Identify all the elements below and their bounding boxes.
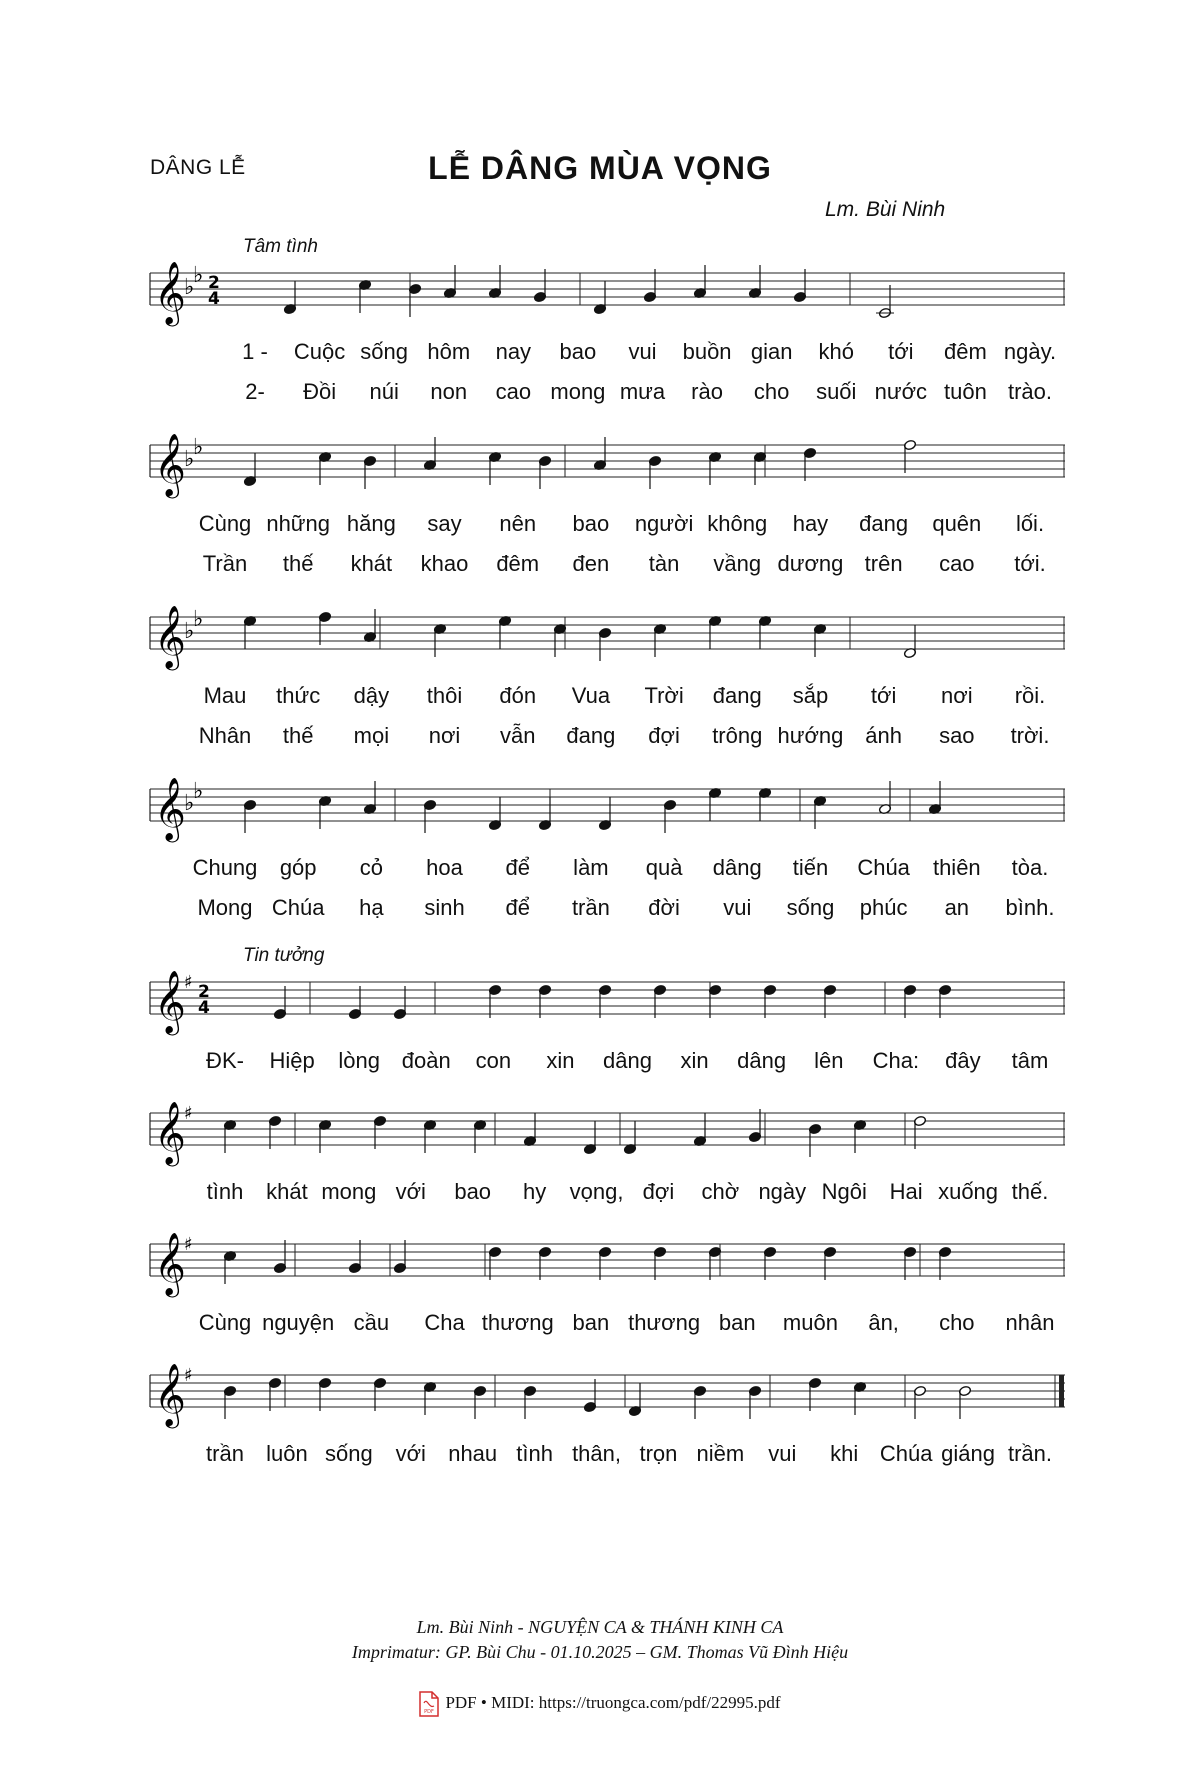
lyric-syllable: tình: [516, 1441, 553, 1466]
lyric-syllable: sống: [786, 895, 835, 920]
staff-4: [150, 774, 1065, 844]
lyric-syllable: người: [634, 511, 694, 536]
lyric-syllable: Mong: [197, 895, 253, 920]
lyric-syllable: mong: [321, 1179, 377, 1204]
lyric-syllable: cho: [753, 379, 790, 404]
lyric-syllable: suối: [816, 379, 857, 404]
lyric-syllable: nhân: [1005, 1310, 1055, 1335]
lyric-syllable: quà: [645, 855, 683, 880]
flat-icon: ♭: [193, 435, 204, 460]
lyric-syllable: buồn: [682, 339, 732, 364]
staff-7: [150, 1229, 1065, 1299]
lyric-syllable: trần: [206, 1441, 244, 1466]
lyric-syllable: tâm: [1011, 1048, 1049, 1073]
lyric-row-refrain-2: [0, 1179, 1200, 1209]
lyric-row-refrain-3: [0, 1310, 1200, 1340]
tempo-marking-1: Tâm tình: [243, 236, 318, 257]
lyric-syllable: sinh: [424, 895, 465, 920]
treble-clef-icon: 𝄞: [154, 605, 186, 668]
lyric-syllable: vui: [723, 895, 752, 920]
lyric-syllable: mưa: [619, 379, 666, 404]
footer-credit: Lm. Bùi Ninh - NGUYỆN CA & THÁNH KINH CA: [416, 1617, 784, 1637]
lyric-syllable: ngày.: [1003, 339, 1057, 364]
flat-icon: ♭: [193, 779, 204, 804]
lyric-syllable: khao: [420, 551, 469, 576]
lyric-syllable: vui: [628, 339, 657, 364]
lyric-syllable: hăng: [346, 511, 396, 536]
lyric-syllable: dương: [777, 551, 844, 576]
footer-imprimatur: Imprimatur: GP. Bùi Chu - 01.10.2025 – GM. Thomas Vũ Đình Hiệu: [351, 1642, 849, 1662]
pdf-midi-link[interactable]: PDF • MIDI: https://truongca.com/pdf/22995.pdf: [445, 1692, 781, 1712]
lyric-syllable: tới: [888, 339, 914, 364]
lyric-syllable: đợi: [642, 1179, 675, 1204]
lyric-syllable: non: [430, 379, 468, 404]
lyric-syllable: 2-: [245, 379, 265, 404]
lyric-syllable: khát: [350, 551, 393, 576]
lyric-syllable: những: [266, 511, 331, 536]
lyric-syllable: nay: [495, 339, 532, 364]
lyric-syllable: cho: [939, 1310, 975, 1335]
lyric-syllable: gian: [750, 339, 793, 364]
lyric-syllable: cao: [939, 551, 975, 576]
lyric-syllable: núi: [369, 379, 399, 404]
lyric-syllable: con: [475, 1048, 512, 1073]
lyric-syllable: tiến: [792, 855, 829, 880]
song-category: DÂNG LỄ: [150, 156, 246, 179]
lyric-syllable: hôm: [427, 339, 471, 364]
lyric-syllable: vầng: [713, 551, 762, 576]
lyric-syllable: không: [707, 511, 768, 536]
lyric-syllable: trần.: [1007, 1441, 1053, 1466]
lyric-syllable: quên: [932, 511, 982, 536]
sharp-icon: ♯: [184, 1103, 193, 1124]
lyric-syllable: bao: [454, 1179, 492, 1204]
lyric-syllable: ánh: [865, 723, 902, 748]
lyric-syllable: sống: [360, 339, 409, 364]
lyric-syllable: lòng: [338, 1048, 380, 1073]
time-signature-top: 2: [198, 982, 210, 1002]
lyric-row-1-verse-2: [0, 379, 1200, 409]
lyric-syllable: đón: [499, 683, 537, 708]
treble-clef-icon: 𝄞: [154, 1101, 186, 1164]
lyric-syllable: Cùng: [198, 511, 252, 536]
lyric-syllable: trọn: [639, 1441, 678, 1466]
lyric-syllable: Chúa: [879, 1441, 933, 1466]
lyric-syllable: Hai: [889, 1179, 923, 1204]
lyric-syllable: dâng: [737, 1048, 787, 1073]
svg-text:PDF: PDF: [424, 1709, 435, 1715]
lyric-syllable: nguyện: [262, 1310, 335, 1335]
lyric-syllable: thương: [481, 1310, 554, 1335]
lyric-syllable: thôi: [426, 683, 463, 708]
sharp-icon: ♯: [184, 1365, 193, 1386]
lyric-syllable: ĐK-: [206, 1048, 244, 1073]
lyric-syllable: vọng,: [569, 1179, 624, 1204]
lyric-syllable: khó: [818, 339, 854, 364]
lyric-syllable: luôn: [266, 1441, 308, 1466]
lyric-syllable: Ngôi: [821, 1179, 867, 1204]
time-signature-top: 2: [208, 273, 220, 293]
lyric-row-2-verse-1: [0, 511, 1200, 541]
lyric-syllable: 1 -: [242, 339, 268, 364]
lyric-syllable: đang: [566, 723, 616, 748]
lyric-syllable: an: [944, 895, 970, 920]
lyric-syllable: xin: [546, 1048, 575, 1073]
lyric-syllable: để: [505, 855, 530, 880]
staff-2: [150, 430, 1065, 500]
lyric-syllable: Đồi: [303, 379, 337, 404]
lyric-syllable: rồi.: [1014, 683, 1046, 708]
lyric-syllable: đêm: [496, 551, 540, 576]
lyric-syllable: cầu: [353, 1310, 390, 1335]
lyric-syllable: với: [395, 1441, 426, 1466]
staff-5: [150, 967, 1065, 1037]
lyric-syllable: trên: [864, 551, 903, 576]
flat-icon: ♭: [184, 619, 195, 644]
lyric-syllable: hay: [792, 511, 829, 536]
lyric-syllable: chờ: [701, 1179, 740, 1204]
treble-clef-icon: 𝄞: [154, 777, 186, 840]
lyric-syllable: đen: [572, 551, 610, 576]
tempo-marking-2: Tin tưởng: [243, 945, 325, 966]
lyric-syllable: trời.: [1010, 723, 1050, 748]
treble-clef-icon: 𝄞: [154, 1363, 186, 1426]
staff-3: [150, 602, 1065, 672]
lyric-syllable: Cùng: [198, 1310, 252, 1335]
time-signature-bottom: 4: [198, 998, 210, 1018]
lyric-syllable: nhau: [448, 1441, 498, 1466]
lyric-syllable: trông: [712, 723, 763, 748]
lyric-syllable: làm: [573, 855, 609, 880]
flat-icon: ♭: [184, 447, 195, 472]
lyric-syllable: xuống: [938, 1179, 999, 1204]
lyric-syllable: Vua: [571, 683, 611, 708]
staff-6: [150, 1098, 1065, 1168]
lyric-syllable: tình: [206, 1179, 244, 1204]
treble-clef-icon: 𝄞: [154, 1232, 186, 1295]
lyric-syllable: bao: [572, 511, 610, 536]
lyric-syllable: vui: [768, 1441, 797, 1466]
lyric-syllable: khát: [266, 1179, 308, 1204]
lyric-syllable: đợi: [648, 723, 680, 748]
lyric-syllable: Trần: [202, 551, 248, 576]
lyric-syllable: khi: [830, 1441, 859, 1466]
lyric-syllable: ban: [572, 1310, 610, 1335]
lyric-syllable: mọi: [353, 723, 390, 748]
lyric-syllable: dậy: [353, 683, 390, 708]
lyric-syllable: nơi: [941, 683, 973, 708]
lyric-syllable: tới.: [1014, 551, 1046, 576]
lyric-syllable: hạ: [359, 895, 384, 920]
lyric-syllable: bao: [559, 339, 597, 364]
lyric-syllable: phúc: [859, 895, 908, 920]
lyric-syllable: thiên: [932, 855, 981, 880]
lyric-syllable: tới: [870, 683, 897, 708]
lyric-syllable: xin: [680, 1048, 709, 1073]
lyric-syllable: hoa: [426, 855, 463, 880]
lyric-syllable: hướng: [777, 723, 844, 748]
lyric-syllable: Cuộc: [293, 339, 346, 364]
flat-icon: ♭: [193, 607, 204, 632]
lyric-row-4-verse-1: [0, 855, 1200, 885]
lyric-syllable: rào: [691, 379, 723, 404]
lyric-syllable: thương: [628, 1310, 701, 1335]
lyric-syllable: ngày: [758, 1179, 807, 1204]
lyric-syllable: ân,: [868, 1310, 899, 1335]
song-author: Lm. Bùi Ninh: [825, 198, 946, 221]
lyric-syllable: sao: [939, 723, 975, 748]
lyric-syllable: hy: [522, 1179, 547, 1204]
lyric-syllable: dâng: [603, 1048, 652, 1073]
lyric-syllable: muôn: [782, 1310, 838, 1335]
lyric-syllable: Hiệp: [269, 1048, 315, 1073]
lyric-syllable: nên: [499, 511, 537, 536]
lyric-row-4-verse-2: [0, 895, 1200, 925]
song-title: LỄ DÂNG MÙA VỌNG: [428, 150, 772, 186]
lyric-syllable: đang: [712, 683, 762, 708]
lyric-syllable: Nhân: [198, 723, 252, 748]
lyric-row-2-verse-2: [0, 551, 1200, 581]
lyric-syllable: cao: [495, 379, 532, 404]
lyric-syllable: Mau: [203, 683, 247, 708]
lyric-syllable: Chúa: [271, 895, 325, 920]
lyric-syllable: tòa.: [1011, 855, 1049, 880]
lyric-syllable: đoàn: [401, 1048, 451, 1073]
lyric-syllable: tàn: [648, 551, 680, 576]
lyric-syllable: lối.: [1015, 511, 1045, 536]
lyric-syllable: thân,: [572, 1441, 621, 1466]
lyric-syllable: Chúa: [857, 855, 910, 880]
lyric-syllable: mong: [550, 379, 606, 404]
staff-8: [150, 1360, 1065, 1430]
lyric-syllable: nơi: [428, 723, 461, 748]
footer-pdf-line[interactable]: [0, 1691, 1200, 1717]
staff-1: [150, 258, 1065, 328]
lyric-syllable: sống: [324, 1441, 373, 1466]
lyric-syllable: đây: [945, 1048, 981, 1073]
sharp-icon: ♯: [184, 1234, 193, 1255]
lyric-syllable: Cha:: [872, 1048, 920, 1073]
lyric-syllable: cỏ: [359, 855, 383, 880]
lyric-syllable: say: [427, 511, 462, 536]
treble-clef-icon: 𝄞: [154, 970, 186, 1033]
final-barline-thick: [1059, 1375, 1064, 1407]
lyric-syllable: trào.: [1007, 379, 1053, 404]
lyric-syllable: Chung: [192, 855, 258, 880]
pdf-file-icon: [419, 1691, 439, 1717]
lyric-syllable: Cha: [424, 1310, 465, 1335]
lyric-syllable: thế: [282, 723, 314, 748]
lyric-syllable: tuôn: [943, 379, 987, 404]
lyric-syllable: ban: [718, 1310, 756, 1335]
treble-clef-icon: 𝄞: [154, 261, 186, 324]
lyric-syllable: sắp: [792, 683, 829, 708]
flat-icon: ♭: [184, 275, 195, 300]
lyric-syllable: đang: [859, 511, 909, 536]
lyric-syllable: nước: [874, 379, 928, 404]
lyric-syllable: với: [395, 1179, 426, 1204]
lyric-syllable: để: [505, 895, 530, 920]
lyric-syllable: thế: [282, 551, 314, 576]
lyric-row-refrain-1: [0, 1048, 1200, 1078]
lyric-row-refrain-4: [0, 1441, 1200, 1471]
lyric-syllable: đêm: [944, 339, 987, 364]
flat-icon: ♭: [193, 263, 204, 288]
sharp-icon: ♯: [184, 972, 193, 993]
lyric-syllable: Trời: [644, 683, 684, 708]
lyric-syllable: thức: [276, 683, 321, 708]
lyric-row-1-verse-1: [0, 339, 1200, 369]
lyric-row-3-verse-1: [0, 683, 1200, 713]
lyric-syllable: góp: [279, 855, 317, 880]
treble-clef-icon: 𝄞: [154, 433, 186, 496]
flat-icon: ♭: [184, 791, 195, 816]
lyric-syllable: dâng: [712, 855, 762, 880]
lyric-syllable: lên: [814, 1048, 844, 1073]
lyric-syllable: đời: [648, 895, 680, 920]
lyric-syllable: vẫn: [499, 723, 536, 748]
lyric-row-3-verse-2: [0, 723, 1200, 753]
lyric-syllable: giáng: [941, 1441, 995, 1466]
lyric-syllable: niềm: [696, 1441, 745, 1466]
time-signature-bottom: 4: [208, 289, 220, 309]
lyric-syllable: bình.: [1005, 895, 1055, 920]
lyric-syllable: trần: [571, 895, 610, 920]
lyric-syllable: thế.: [1011, 1179, 1049, 1204]
